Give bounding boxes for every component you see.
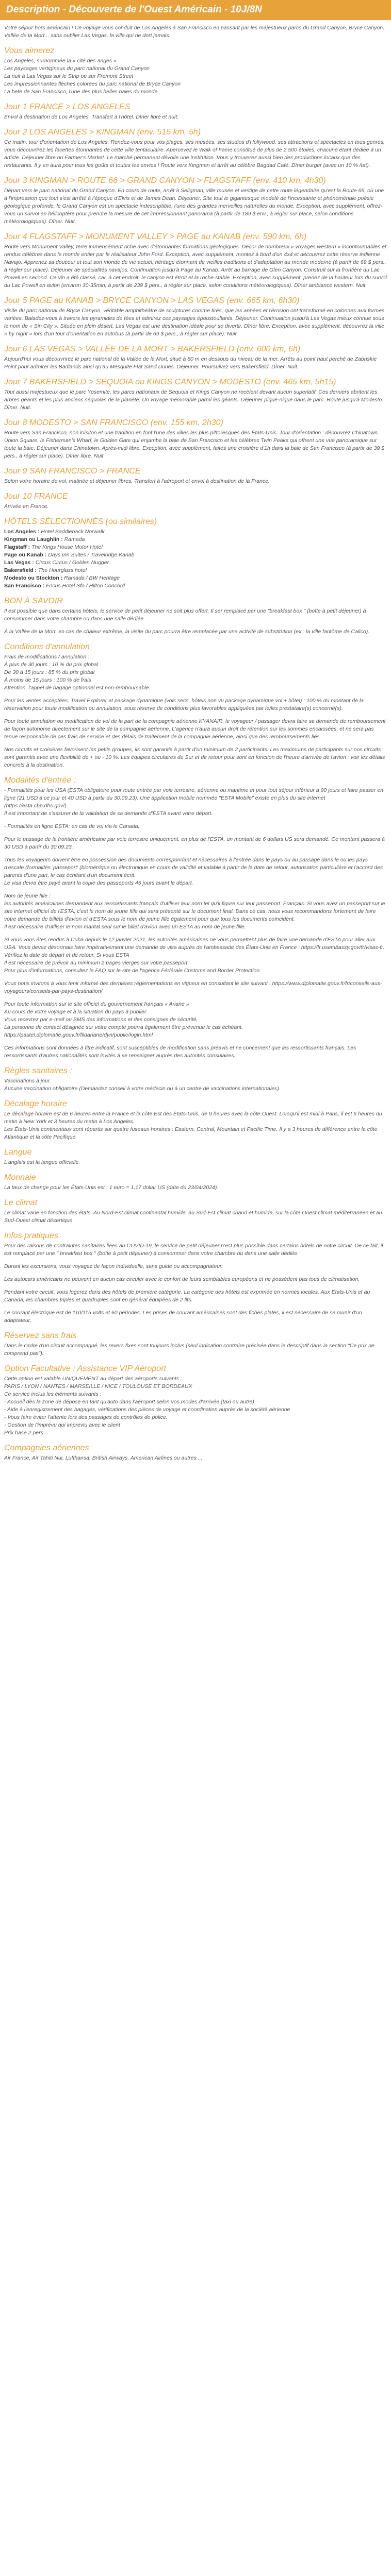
section-title: HÔTELS SÉLECTIONNÉS (ou similaires) xyxy=(4,517,157,526)
paragraph: Il est possible que dans certains hôtels, le service de petit déjeuner ne soit plus offert. Il ser remplacé par une "breakfast box " (boîte à petit déjeuner) à consommer dans votre chambre ou dans une salle dédiée. xyxy=(4,608,366,622)
section-modalites xyxy=(4,775,387,1060)
paragraph: - Formalités en ligne ESTA: en cas de voi via le Canada. xyxy=(4,823,140,829)
section-day-6 xyxy=(4,344,387,371)
section-bon-a-savoir xyxy=(4,596,387,636)
section-day-3 xyxy=(4,176,387,226)
hotel-name: Ramada xyxy=(64,536,85,543)
paragraph: Pendant votre circuit, vous logerez dans des hôtels de première catégorie. La catégorie des hôtels est exprimée en normes locales. Aux États-Unis et au Canada, les chambres triples et quadruples sont en général équipées de 2 lits. xyxy=(4,1289,370,1303)
section-infos xyxy=(4,1231,387,1325)
section-day-10 xyxy=(4,492,387,511)
list-item: La nuit à Las Vegas sur le Strip ou sur Fremont Street xyxy=(4,73,134,79)
hotel-city: Bakersfield : xyxy=(4,567,37,573)
list-item xyxy=(4,574,387,582)
paragraph: Cette option est valable UNIQUEMENT au départ des aéroports suivants : PARIS / LYON / NANTES / MARSEILLE / NICE / TOULOUSE ET BORDEAUX Ce service inclus les éléments suivants : - Accueil dès la zone de dépose en tant qu'auto dans l'aéroport selon vos modes d'arrivée (taxi ou autre) - Aide à l'enregistrement des bagages, vérifications des pièces de voyage et coordination auprès de la société aérienne - Vous faire éviter l'attente lors des passages de contrôles de police. - Gestion de l'imprévu qui impreviu avec le client Prix base 2 pers xyxy=(4,1376,290,1436)
section-day-4 xyxy=(4,232,387,290)
section-langue xyxy=(4,1147,387,1166)
section-day-9 xyxy=(4,466,387,485)
intro-text: Votre séjour hors américain ! Ce voyage vous conduit de Los Angeles à San Francisco en passant par les majestueux parcs du Grand Canyon, Bryce Canyon, Vallée de la Mort... sans oublier Las Vegas, la ville qui ne dort jamais. xyxy=(4,25,384,39)
section-title: Option Facultative : Assistance VIP Aéroport xyxy=(4,1364,166,1373)
paragraph: La taux de change pour les États-Unis est : 1 euro = 1,17 dollar US (date du 23/04/2024). xyxy=(4,1184,219,1191)
section-day-2 xyxy=(4,127,387,170)
day-text: Route vers San Francisco, non loisiton et une tradition en font l'une des villes les plus pittoresques des États-Unis. Tour d'orientation : découvrez Chinatown, Union Square, le Fisherman's Wharf, le Golden Gate qui enjambe la baie de San Francisco et les célèbres Twin Peaks qui offrent une vue panoramique sur toute la baie. Déjeuner dans Chinatown. Après-midi libre. Exception, avec supplément, faites une croisière d'1h dans la baie de San Francisco (à partir de 39 $ pers., à régler sur place). Dîner libre. Nuit. xyxy=(4,430,385,459)
day-text: Arrivée en France. xyxy=(4,503,49,510)
section-title: Vous aimerez xyxy=(4,46,55,55)
section-title: Monnaie xyxy=(4,1173,36,1182)
section-day-8 xyxy=(4,418,387,460)
hotel-name: The Hourglass hotel xyxy=(38,567,87,573)
day-title: Jour 2 LOS ANGELES > KINGMAN (env. 515 km, 5h) xyxy=(4,128,201,137)
day-text: Départ vers le parc national du Grand Canyon. En cours de route, arrêt à Seligman, ville musée et vestige de cette route légendaire qu'est la Route 66, où une à l'impression que tout s'est arrêté à l'époque d'Elvis et de James Dean. Déjeuner. Site tout le gigantesque modelé de l'incessante et phénoménale poésie géologique profonde, le Grand Canyon est un spectacle indescriptible, l'une des grandes merveilles naturelles du monde. Exception, avec supplément, offrez-vous un survol en hélicoptère pour prendre la mesure de cet impressionnant panorama (à partir de 189 $ env., à régler sur place, selon conditions météorologiques). Dîner. Nuit. xyxy=(4,188,384,225)
day-title: Jour 4 FLAGSTAFF > MONUMENT VALLEY > PAGE au KANAB (env. 590 km, 6h) xyxy=(4,232,307,241)
paragraph: Air France, Air Tahiti Nui, Lufthansa, British Airways, American Airlines ou autres ... xyxy=(4,1455,203,1461)
list-item xyxy=(4,582,387,590)
paragraph: Pour les ventes acceptées, Travel Explorer et package dynamique (vols secs, hôtels non vu package dynamique vol + hôtel) : 100 % du montant de la réservation pour toute modification ou annulation, sous réserve de conditions plus favorables appliquées par le/les prestataire(s) concerné(s). xyxy=(4,698,364,711)
paragraph: Dans le cadre d'un circuit accompagné, les revers fixes sont toujours inclus (seul indication contraire précisée dans le descriptif dans la section "Ce prix ne comprend pas"). xyxy=(4,1343,374,1357)
list-item xyxy=(4,536,387,544)
paragraph: Frais de modifications / annulation : À plus de 30 jours : 10 % du prix global De 30 à 15 jours : 85 % du prix global À moins de 15 jours : 100 % de frais Attention, l'appel de bagage optionnel est non-remboursable. xyxy=(4,654,151,691)
hotel-name: The Kings House Motor Hotel xyxy=(31,544,103,550)
paragraph: Nos circuits et croisières favorisent les petits groupes, ils sont garantis à partir d'un minimum de 2 participants. Les maximums de participants sur nos circuits sont garantis avec une flexibilité de + ou - 10 %. Les équipes circulaires du Sur et de retour pour sont en fonction de l'heure d'arrivée de l'avion : voir les détails concrets à la destination. xyxy=(4,747,385,768)
day-title: Jour 7 BAKERSFIELD > SEQUOIA ou KINGS CANYON > MODESTO (env. 465 km, 5h15) xyxy=(4,378,336,386)
paragraph: Vous nous invitons à vous tenir informé des dernières réglementations en vigueur en consultant le site suivant : https://www.diplomatie.gouv.fr/fr/conseils-aux-voyageurs/conseils-par-pays-destination/ xyxy=(4,980,382,994)
paragraph: Le courant électrique est de 110/115 volts et 60 périodes. Les prises de courant américaines sont des fiches plates, il est nécessaire de se munir d'un adaptateur. xyxy=(4,1310,362,1324)
day-text: Ce matin, tour d'orientation de Los Angeles. Rendez-vous pour vos plages, ses musées, ses studios d'Hollywood, ses attractions et spectacles en tous genres, vous découvrirez les facettes étonnantes de cette ville tentaculaire. Apercevez le Walk of Fame constitué de plus de 2 500 étoiles, chacune étant dédiée à un artiste. Déjeuner libre ou Farmer's Market. Le marché permanent dévoile une institution. Vous y trouverez aussi bien des productions locaux que des restaurants. Il y en aura pour tous les goûts et toutes les envies ! Route vers Kingman et arrêt au célèbre Bagdad Café. Dîner burger (avec un 10 % /tat). xyxy=(4,139,385,168)
section-title: Conditions d'annulation xyxy=(4,642,90,651)
day-title: Jour 3 KINGMAN > ROUTE 66 > GRAND CANYON > FLAGSTAFF (env. 410 km, 4h30) xyxy=(4,176,326,185)
day-title: Jour 9 SAN FRANCISCO > FRANCE xyxy=(4,467,141,476)
day-text: Route vers Monument Valley, terre immensément riche avec d'étonnantes formations géologiques. Décor de nombreux « voyages western » incontournables et rendus célèbres dans le monde entier par le réalisateur John Ford. Exception, avec supplément, montez à bord d'un 4x4 et découvrez cette réserve indienne Navajo. Apprenez sa douceur et tout son monde de vie actuel, héritage étonnant de vieilles traditions et d'adaptation au monde moderne (à partir de 69 $ pers., à régler sur place). Déjeuner de spécialités navajos. Continuation jusqu'à Page au Kanab. Arrêt au barrage de Glen Canyon. Construit sur la frontière du Lac Powell en second. Ce vin a été classé, car, à cet endroit, le canyon est étroit et la roche stable. Exception, avec supplément, prenez de la hauteur lors du survol du Lac Powell en avion (environ 30-35min, à partir de 239 $ pers., à régler sur place, selon conditions météorologiques). Dîner ambiance western. Nuit. xyxy=(4,244,387,289)
day-text: Selon votre horaire de vol, matinée et déjeuner libres. Transfert à l'aéroport et envol à destination de la France. xyxy=(4,478,270,484)
paragraph: Durant les excursions, vous voyagez de façon individuelle, sans guide ou accompagnateur. xyxy=(4,1263,223,1269)
paragraph: L'anglais est la langue officielle. xyxy=(4,1159,80,1165)
day-title: Jour 1 FRANCE > LOS ANGELES xyxy=(4,103,131,111)
day-title: Jour 6 LAS VEGAS > VALLÉE DE LA MORT > BAKERSFIELD (env. 600 km, 6h) xyxy=(4,345,301,353)
paragraph: Les autocars américains ne peuvent en aucun cas circuler avec le confort de leurs semblables européens et ne possèdent pas tous de climatisation. xyxy=(4,1276,360,1282)
hotel-city: Las Vegas : xyxy=(4,560,34,566)
list-item xyxy=(4,551,387,559)
paragraph: Tous les voyageurs doivent être en possession des documents correspondant et nécessaires à l'entrée dans le pays ou au passage dans le ou les pays d'escale (formalités 'passeport' (biométrique ou électronique en cours de validité et valable à partir de la date de retour, autorisation particulière et l'accord des parents d'une part, le cas échéant d'un document écrit. Le visa devra être payé avant la copie des passeports 45 jours avant le départ. xyxy=(4,857,383,886)
hotel-name: Days Inn Suites / Travelodge Kanab xyxy=(48,552,135,558)
hotel-city: Flagstaff : xyxy=(4,544,30,550)
section-aime xyxy=(4,46,387,96)
section-conditions xyxy=(4,642,387,769)
section-hotels xyxy=(4,517,387,590)
section-title: Compagnies aériennes xyxy=(4,1444,89,1452)
paragraph: Le décalage horaire est de 6 heures entre la France et la côte Est des États-Unis, de 9 heures avec la côte Ouest. Lorsqu'il est midi à Paris, il est 6 heures du matin à New York et 3 heures du matin à Los Angeles. Les États-Unis continentaux sont répartis sur quatre fuseaux horaires : Eastern, Central, Mountain et Pacific Time. Il y a 3 heures de différence entre la côte Atlantique et la côte Pacifique. xyxy=(4,1111,382,1140)
hotel-city: Los Angeles : xyxy=(4,529,40,535)
paragraph: - Formalités pour les USA (ESTA obligatoire pour toute entrée par voie terrestre, aérienne ou maritime et pour tout séjour inférieur à 90 jours et faire passer en ligne (21 USD à ce jour et 40 USD à partir du 30.09.23). Une application mobile nommée "ESTA Mobile" existe en plus du site internet (https://esta.cbp.dhs.gov/). Il est important de s'assurer de la validation de sa demande d'ESTA avant votre départ. xyxy=(4,787,383,817)
hotel-name: Circus Circus / Golden Nugget xyxy=(35,560,109,566)
list-item: La bete de San Francisco, l'une des plus belles baies du monde xyxy=(4,89,158,95)
list-item: Los Angeles, surnommée la « cité des anges » xyxy=(4,58,117,64)
day-title: Jour 8 MODESTO > SAN FRANCISCO (env. 155 km, 2h30) xyxy=(4,418,223,427)
list-item xyxy=(4,559,387,567)
paragraph: Si vous vous êtes rendus à Cuba depuis le 12 janvier 2021, les autorités américaines ne vous permettent plus de faire une demande d'ESTA pour aller aux USA. Vous devez désormais faire impérativement une demande de visa auprès de l'ambassade des États-Unis en France : https://fr.usembassy.gov/fr/visas-fr. Vérifiez la date de départ et de retour. Si vous ESTA Il est nécessaire de prévoir au minimum 2 pages vierges sur votre passeport. Pour plus d'informations, consultez le FAQ sur le site de l'agence Fédérale Customs and Border Protection xyxy=(4,937,385,974)
hotel-list xyxy=(4,528,387,590)
day-text: Tout aussi majestueux que le parc Yosemite, les parcs nationaux de Sequoia et Kings Canyon ne recèlent devant aucun superlatif. Ces derniers abritent les arbres géants et les plus anciens séquoias de la planète. Un voyage mémorable parmi les géants. Déjeuner pique-nique dans le parc. Route jusqu'à Modesto. Dîner. Nuit. xyxy=(4,389,384,411)
day-text: Visite du parc national de Bryce Canyon, véritable amphithéâtre de sculptures comme tirés, que les années et l'érosion ont transformé en colonnes aux formes variées. Baladez-vous à travers les pyramides de fées et admirez ces paysages époustouflants. Déjeuner. Continuation jusqu'à Las Vegas mieux connue sous le nom de « Sin City ». Située en plein désert, Las Vegas est une destination idéale pour se divertir. Dîner libre. Exception, avec supplément, découvrez la ville « by night » lors d'un tour d'orientation en autobus (à partir de 69 $ pers., à régler sur place). Nuit. xyxy=(4,308,385,337)
section-reservation xyxy=(4,1331,387,1358)
hotel-name: Ramada / BW Heritage xyxy=(64,575,120,581)
paragraph: Pour des raisons de contraintes sanitaires liées au COVID-19, le service de petit déjeuner n'est plus possible dans certains hôtels de notre circuit. De ce fait, il est remplacé par une " breakfast box " (boîte à petit déjeuner) à consommer dans votre chambre ou dans une salle dédiée. xyxy=(4,1243,383,1257)
page-banner: Description - Découverte de l'Ouest Américain - 10J/8N xyxy=(0,0,391,20)
day-title: Jour 10 FRANCE xyxy=(4,492,68,501)
hotel-name: Hotel Saddleback Norwalk xyxy=(41,529,105,535)
section-option-vip xyxy=(4,1364,387,1437)
section-title: Langue xyxy=(4,1148,32,1157)
paragraph: Pour toute information sur le site officiel du gouvernement français « Ariane » Au cours de votre voyage et à la situation du pays à publier. Vous recevrez par e-mail ou SMS des informations et des consignes de sécurité, La personne de contact désignée sur votre compte pourra également être prévenue le cas échéant. https://pastel.diplomatie.gouv.fr/fildariane/dyn/public/login.html xyxy=(4,1001,243,1038)
section-title: Modalités d'entrée : xyxy=(4,776,76,785)
hotel-city: Modesto ou Stockton : xyxy=(4,575,63,581)
paragraph: Le climat varie en fonction des états. Au Nord-Est climat continental humide, au Sud-Est climat chaud et humide, sur la côte Ouest climat méditerranéen et au Sud-Ouest climat désertique. xyxy=(4,1210,382,1224)
day-title: Jour 5 PAGE au KANAB > BRYCE CANYON > LAS VEGAS (env. 665 km, 6h30) xyxy=(4,296,300,305)
section-title: Règles sanitaires : xyxy=(4,1066,72,1075)
section-day-5 xyxy=(4,296,387,338)
paragraph: À la Vallée de la Mort, en cas de chaleur extrême, la visite du parc pourra être remplacée par une activité de substitution (ex : la ville fantôme de Calico). xyxy=(4,629,370,635)
section-monnaie xyxy=(4,1173,387,1192)
section-title: Le climat xyxy=(4,1198,38,1207)
section-day-1 xyxy=(4,102,387,121)
day-text: Envol à destination de Los Angeles. Transfert à l'hôtel. Dîner libre et nuit. xyxy=(4,114,179,120)
section-sante xyxy=(4,1066,387,1093)
paragraph: Nom de jeune fille : les autorités américaines demandent aux ressortissants français d'utiliser leur nom tel qu'il figure sur leur passeport. Français. Si vous avez un passeport sur le site internet officiel de l'ESTA, c'est le nom de jeune fille qui sera présenté sur le document final. Dans ce cas, nous vous recommandons fortement de faire votre demande de billets d'avion et d'ESTA sous le nom de jeune fille également pour que tous les documents coïncident. Il est nécessaire d'utiliser le nom marital seul sur le billet d'avion avec un ESTA au nom de jeune fille. xyxy=(4,893,385,930)
section-title: Décalage horaire xyxy=(4,1099,67,1108)
section-title: Infos pratiques xyxy=(4,1231,58,1240)
list-item xyxy=(4,567,387,574)
hotel-city: Kingman ou Laughlin : xyxy=(4,536,63,543)
section-day-7 xyxy=(4,377,387,412)
list-item xyxy=(4,544,387,551)
hotel-city: San Francisco : xyxy=(4,583,45,589)
paragraph: Vaccinations à jour. Aucune vaccination obligatoire (Demandez conseil à votre médecin ou à un centre de vaccinations internationales). xyxy=(4,1078,281,1092)
section-title: Réservez sans frais xyxy=(4,1331,77,1340)
paragraph: Pour le passage de la frontière américaine par voie terrestre uniquement, en plus de l'ESTA, un montant de 6 dollars US sera demandé. Ce montant passera à 30 USD à partir du 30.09.23. xyxy=(4,836,385,850)
section-decalage xyxy=(4,1099,387,1141)
list-item: Les paysages vertigineux du parc national du Grand Canyon xyxy=(4,65,150,72)
section-climat xyxy=(4,1198,387,1225)
section-title: BON À SAVOIR xyxy=(4,597,63,605)
hotel-city: Page ou Kanab : xyxy=(4,552,47,558)
list-item: Les impressionnantes flèches colorées du parc national de Bryce Canyon xyxy=(4,81,181,87)
day-text: Aujourd'hui vous découvrirez le parc national de la Vallée de la Mort, situé à 80 m en dessous du niveau de la mer. Arrêts au point haut perché de Zabriskie Point pour admirer les Badlands ainsi qu'au Mesquite Flat Sand Dunes. Déjeuner. Poursuivez vers Bakersfield. Dîner. Nuit. xyxy=(4,356,377,370)
paragraph: Ces informations sont données à titre indicatif, sont susceptibles de modification sans préavis et ne concernent que les ressortissants français. Les ressortissants d'autres nationalités sont invités à se renseigner auprès des autorités consulaires. xyxy=(4,1045,356,1059)
section-compagnies xyxy=(4,1443,387,1462)
paragraph: Pour toute annulation ou modification de vol de la part de la compagnie aérienne KYANAIR, le voyageur / passager devra faire sa demande de remboursement de façon autonome directement sur le site de la compagnie aérienne. L'agence n'aura aucun droit de rétention sur les sommes encaissées, et ne sera pas tenue responsable de ces frais de service et des délais de traitement de la compagnie aérienne, ainsi que des remboursements liés. xyxy=(4,718,386,740)
list-item xyxy=(4,528,387,536)
content xyxy=(0,46,391,1472)
hotel-name: Focus Hotel Sfo / Hilton Concord xyxy=(46,583,125,589)
